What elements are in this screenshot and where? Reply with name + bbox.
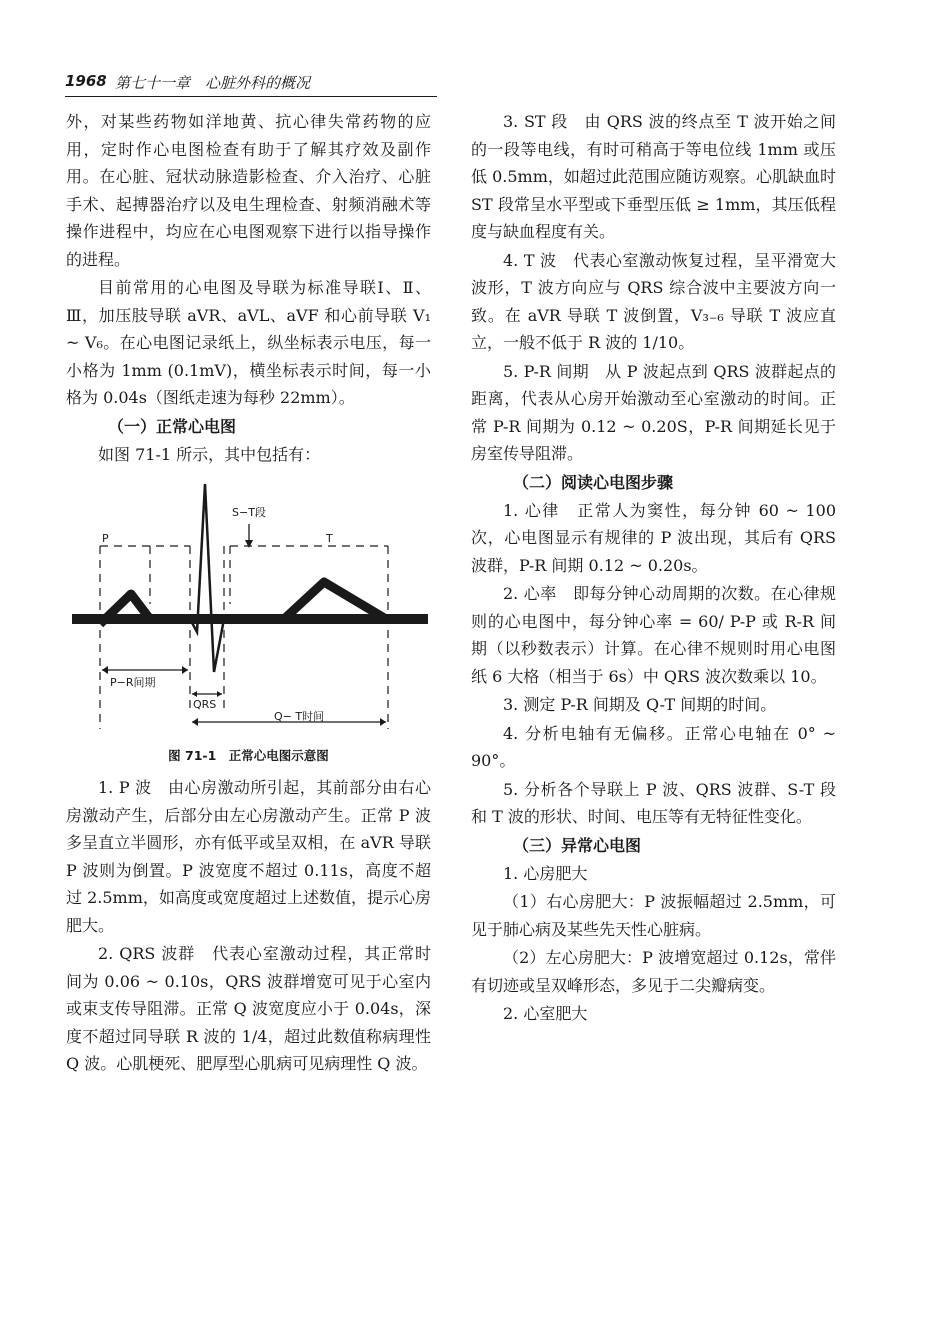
paragraph: 外，对某些药物如洋地黄、抗心律失常药物的应用，定时作心电图检查有助于了解其疗效及副作用。在心脏、冠状动脉造影检查、介入治疗、心脏手术、起搏器治疗以及电生理检查、射频消融术等操作进程中，均应在心电图观察下进行以指导操作的进程。	[66, 112, 431, 269]
paragraph: 1. 心律 正常人为窦性，每分钟 60 ~ 100 次，心电图显示有规律的 P 波出现，其后有 QRS 波群，P-R 间期 0.12 ~ 0.20s。	[471, 500, 836, 575]
paragraph: 4. 分析电轴有无偏移。正常心电轴在 0° ~ 90°。	[471, 723, 836, 770]
p-label: P	[102, 532, 109, 545]
paragraph: 5. P-R 间期 从 P 波起点到 QRS 波群起点的距离，代表从心房开始激动至心室激动的时间。正常 P-R 间期为 0.12 ~ 0.20S，P-R 间期延长见于房室传导阻滞。	[471, 361, 836, 463]
paragraph: 2. QRS 波群 代表心室激动过程，其正常时间为 0.06 ~ 0.10s，QRS 波群增宽可见于心室内或束支传导阻滞。正常 Q 波宽度应小于 0.04s，深度不超过同导联 R 波的 1/4，超过此数值称病理性 Q 波。心肌梗死、肥厚型心肌病可见病理性 Q 波。	[66, 944, 431, 1073]
chapter-title: 第七十一章 心脏外科的概况	[115, 74, 311, 92]
paragraph: （1）右心房肥大：P 波振幅超过 2.5mm，可见于肺心病及某些先天性心脏病。	[471, 892, 836, 939]
right-column	[471, 108, 836, 1029]
paragraph: 5. 分析各个导联上 P 波、QRS 波群、S-T 段和 T 波的形状、时间、电压等有无特征性变化。	[471, 779, 836, 826]
paragraph: 3. ST 段 由 QRS 波的终点至 T 波开始之间的一段等电线，有时可稍高于等电位线 1mm 或压低 0.5mm，如超过此范围应随访观察。心肌缺血时 ST 段常呈水平型或下垂型压低 ≥ 1mm，其压低程度与缺血程度有关。	[471, 112, 836, 241]
st-segment-label: S−T段	[232, 506, 266, 519]
section-heading: （二）阅读心电图步骤	[513, 472, 674, 492]
paragraph: （2）左心房肥大：P 波增宽超过 0.12s，常伴有切迹或呈双峰形态，多见于二尖瓣病变。	[471, 948, 836, 995]
page-header	[65, 68, 437, 97]
paragraph: 1. 心房肥大	[503, 863, 588, 883]
paragraph: 1. P 波 由心房激动所引起，其前部分由右心房激动产生，后部分由左心房激动产生。正常 P 波多呈直立半圆形，亦有低平或呈双相，在 aVR 导联 P 波则为倒置。P 波宽度不超过 0.11s，高度不超过 2.5mm，如高度或宽度超过上述数值，提示心房肥大。	[66, 778, 431, 935]
section-heading: （一）正常心电图	[108, 416, 237, 436]
st-arrowhead	[245, 540, 253, 548]
page-number: 1968	[65, 72, 107, 90]
paragraph: 2. 心率 即每分钟心动周期的次数。在心律规则的心电图中，每分钟心率 = 60/ P-P 或 R-R 间期（以秒数表示）计算。在心律不规则时用心电图纸 6 大格（相当于 6s）中 QRS 波次数乘以 10。	[471, 584, 836, 686]
paragraph: 目前常用的心电图及导联为标准导联Ⅰ、Ⅱ、Ⅲ，加压肢导联 aVR、aVL、aVF 和心前导联 V₁ ~ V₆。在心电图记录纸上，纵坐标表示电压，每一小格为 1mm (0.1mV)，横坐标表示时间，每一小格为 0.04s（图纸走速为每秒 22mm）。	[66, 278, 431, 407]
paragraph: 2. 心室肥大	[503, 1004, 588, 1023]
t-wave	[284, 582, 386, 619]
left-column	[66, 108, 431, 1079]
qt-interval-label: Q− T时间	[274, 710, 325, 723]
qrs-complex	[190, 484, 224, 672]
guide-lines	[100, 546, 388, 729]
figure-caption: 图 71-1 正常心电图示意图	[168, 748, 329, 763]
t-label: T	[326, 532, 333, 545]
qrs-label: QRS	[193, 698, 217, 711]
paragraph: 如图 71-1 所示，其中包括有：	[98, 444, 321, 464]
ecg-figure	[66, 474, 431, 774]
paragraph: 3. 测定 P-R 间期及 Q-T 间期的时间。	[503, 695, 777, 714]
pr-interval-label: P−R间期	[110, 676, 156, 689]
paragraph: 4. T 波 代表心室激动恢复过程，呈平滑宽大波形，T 波方向应与 QRS 综合波中主要波方向一致。在 aVR 导联 T 波倒置，V₃₋₆ 导联 T 波应直立，一般不低于 R 波的 1/10。	[471, 250, 836, 352]
section-heading: （三）异常心电图	[513, 835, 642, 855]
